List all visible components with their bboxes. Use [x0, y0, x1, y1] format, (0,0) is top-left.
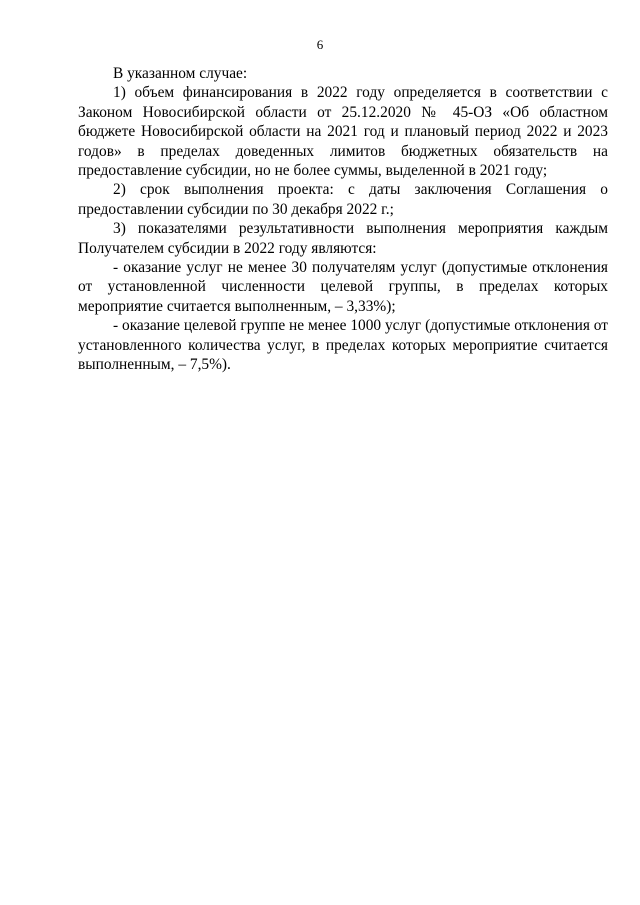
paragraph-indicator-recipients: - оказание услуг не менее 30 получателям услуг (допустимые отклонения от установленной численности целевой группы, в пределах которых мероприятие считается выполненным, – 3,33%); — [78, 259, 608, 315]
paragraph-project-term: 2) срок выполнения проекта: с даты заключения Соглашения о предоставлении субсидии по 30 декабря 2022 г.; — [78, 181, 608, 218]
document-body — [78, 64, 608, 375]
paragraph-performance-indicators: 3) показателями результативности выполнения мероприятия каждым Получателем субсидии в 2022 году являются: — [78, 220, 608, 257]
paragraph-indicator-services: - оказание целевой группе не менее 1000 услуг (допустимые отклонения от установленного количества услуг, в пределах которых мероприятие считается выполненным, – 7,5%). — [78, 317, 608, 374]
paragraph-intro: В указанном случае: — [113, 65, 248, 82]
page-number: 6 — [316, 37, 324, 52]
paragraph-funding-volume: 1) объем финансирования в 2022 году определяется в соответствии с Законом Новосибирской области от 25.12.2020 № 45-ОЗ «Об областном бюджете Новосибирской области на 2021 год и плановый период 2022 и 2023 годов» в пределах доведенных лимитов бюджетных обязательств на предоставление субсидии, но не более суммы, выделенной в 2021 году; — [78, 84, 608, 180]
